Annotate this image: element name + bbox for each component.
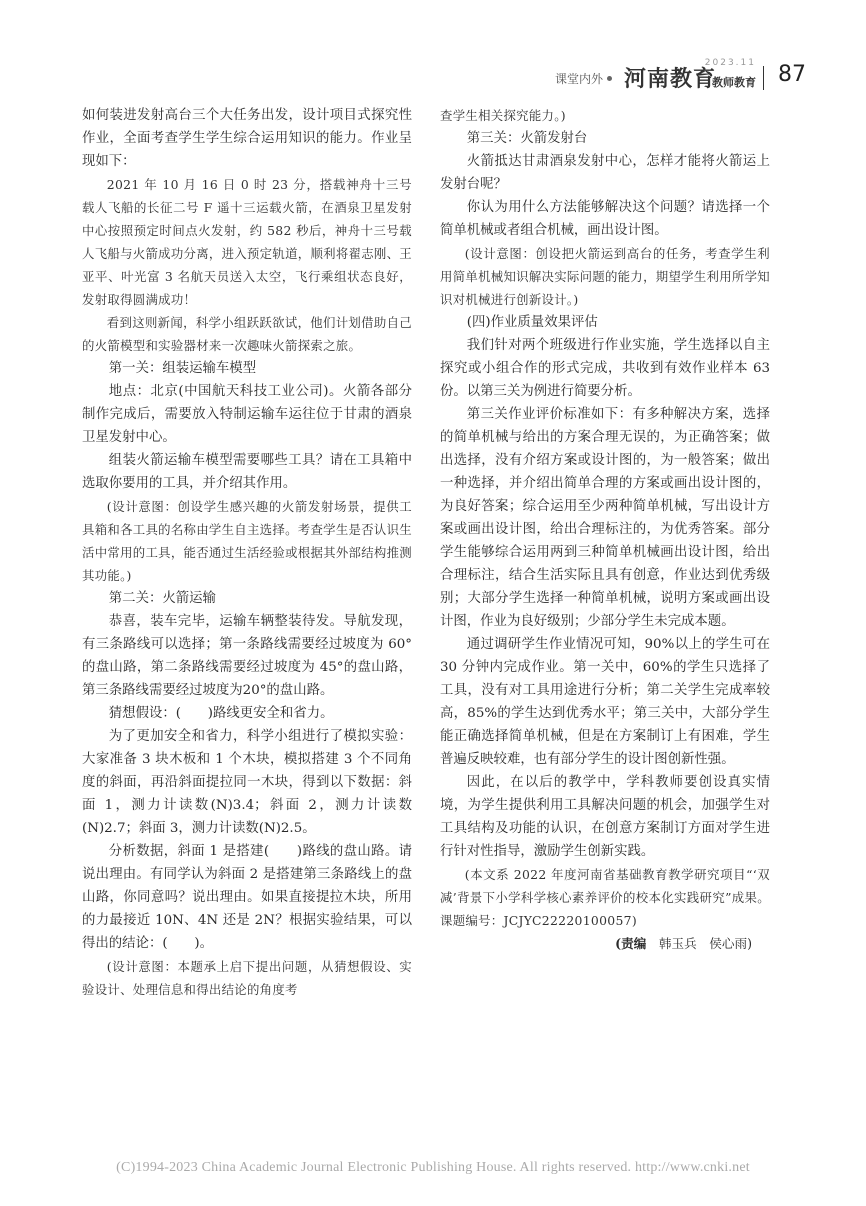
paragraph: 为了更加安全和省力，科学小组进行了模拟实验：大家准备 3 块木板和 1 个木块，模拟搭建 3 个不同角度的斜面，再沿斜面提拉同一木块，得到以下数据：斜面 1，测力计读数(N)3.4；斜面 2，测力计读数(N)2.7；斜面 3，测力计读数(N)2.5。	[82, 729, 412, 836]
paragraph: 因此，在以后的教学中，学科教师要创设真实情境，为学生提供利用工具解决问题的机会，加强学生对工具结构及功能的认识，在创意方案制订方面对学生进行针对性指导，激励学生创新实践。	[440, 775, 770, 859]
section-label: 课堂内外	[555, 70, 616, 87]
paragraph: 第一关：组装运输车模型	[108, 361, 257, 376]
paragraph: 通过调研学生作业情况可知，90%以上的学生可在 30 分钟内完成作业。第一关中，60%的学生只选择了工具，没有对工具用途进行分析；第二关学生完成率较高，85%的学生达到优秀水平；第三关中，大部分学生能正确选择简单机械，但是在方案制订上有困难，学生普遍反映较难，也有部分学生的设计图创新性强。	[440, 637, 770, 767]
journal-subtitle: 教师教育	[712, 76, 756, 89]
page-number: 87	[778, 62, 806, 87]
paragraph: 分析数据，斜面 1 是搭建( )路线的盘山路。请说出理由。有同学认为斜面 2 是搭建第三条路线上的盘山路，你同意吗？说出理由。如果直接提拉木块，所用的力最接近 10N、4N 还是 2N？根据实验结果，可以得出的结论：( )。	[82, 844, 412, 951]
journal-logo: 河南教育	[623, 66, 716, 92]
paragraph: 2021 年 10 月 16 日 0 时 23 分，搭载神舟十三号载人飞船的长征二号 F 遥十三运载火箭，在酒泉卫星发射中心按照预定时间点火发射，约 582 秒后，神舟十三号载人飞船与火箭成功分离，进入预定轨道，顺利将翟志刚、王亚平、叶光富 3 名航天员送入太空，飞行乘组状态良好，发射取得圆满成功！	[82, 177, 412, 307]
paragraph: 组装火箭运输车模型需要哪些工具？请在工具箱中选取你要用的工具，并介绍其作用。	[82, 453, 412, 491]
right-column	[440, 104, 770, 955]
paragraph: 你认为用什么方法能够解决这个问题？请选择一个简单机械或者组合机械，画出设计图。	[440, 200, 770, 238]
paragraph: 如何装进发射高台三个大任务出发，设计项目式探究性作业，全面考查学生学生综合运用知识的能力。作业呈现如下：	[82, 108, 412, 169]
page-header	[80, 58, 806, 92]
paragraph: (设计意图：创设把火箭运到高台的任务，考查学生利用简单机械知识解决实际问题的能力，期望学生利用所学知识对机械进行创新设计。)	[440, 246, 770, 307]
paragraph: (设计意图：创设学生感兴趣的火箭发射场景，提供工具箱和各工具的名称由学生自主选择。考查学生是否认识生活中常用的工具，能否通过生活经验或根据其外部结构推测其功能。)	[82, 499, 412, 583]
paragraph: 我们针对两个班级进行作业实施，学生选择以自主探究或小组合作的形式完成，共收到有效作业样本 63 份。以第三关为例进行简要分析。	[440, 338, 770, 399]
issue-date: 2023.11	[704, 58, 756, 68]
paragraph: 猜想假设：( )路线更安全和省力。	[108, 706, 334, 721]
paragraph: (本文系 2022 年度河南省基础教育教学研究项目“‘双减’背景下小学科学核心素养评价的校本化实践研究”成果。课题编号：JCJYC22220100057)	[440, 867, 770, 928]
paragraph: 第三关：火箭发射台	[466, 131, 588, 146]
paragraph: 恭喜，装车完毕，运输车辆整装待发。导航发现，有三条路线可以选择；第一条路线需要经过坡度为 60°的盘山路，第二条路线需要经过坡度为 45°的盘山路，第三条路线需要经过坡度为20°的盘山路。	[82, 614, 412, 698]
paragraph: 第二关：火箭运输	[108, 591, 216, 606]
left-column	[82, 104, 412, 1001]
paragraph: (四)作业质量效果评估	[466, 315, 598, 330]
editor-names: 韩玉兵 侯心雨)	[658, 936, 752, 951]
header-divider	[763, 66, 764, 90]
editor-signature	[440, 932, 770, 955]
editor-label: (责编	[615, 936, 647, 951]
paragraph: 地点：北京(中国航天科技工业公司)。火箭各部分制作完成后，需要放入特制运输车运往位于甘肃的酒泉卫星发射中心。	[82, 384, 412, 445]
paragraph: (设计意图：本题承上启下提出问题，从猜想假设、实验设计、处理信息和得出结论的角度考	[82, 959, 412, 997]
paragraph: 查学生相关探究能力。)	[440, 108, 566, 123]
dot-icon	[607, 76, 612, 81]
paragraph: 火箭抵达甘肃酒泉发射中心，怎样才能将火箭运上发射台呢？	[440, 154, 770, 192]
paragraph: 看到这则新闻，科学小组跃跃欲试，他们计划借助自己的火箭模型和实验器材来一次趣味火箭探索之旅。	[82, 315, 412, 353]
paragraph: 第三关作业评价标准如下：有多种解决方案，选择的简单机械与给出的方案合理无误的，为正确答案；做出选择，没有介绍方案或设计图的，为一般答案；做出一种选择，并介绍出简单合理的方案或画出设计图的，为良好答案；综合运用至少两种简单机械，写出设计方案或画出设计图，给出合理标注的，为优秀答案。部分学生能够综合运用两到三种简单机械画出设计图，给出合理标注，结合生活实际且具有创意，作业达到优秀级别；大部分学生选择一种简单机械，说明方案或画出设计图，作业为良好级别；少部分学生未完成本题。	[440, 407, 770, 629]
copyright-footer: (C)1994-2023 China Academic Journal Electronic Publishing House. All rights reserved. http://www.cnki.net	[116, 1160, 750, 1175]
